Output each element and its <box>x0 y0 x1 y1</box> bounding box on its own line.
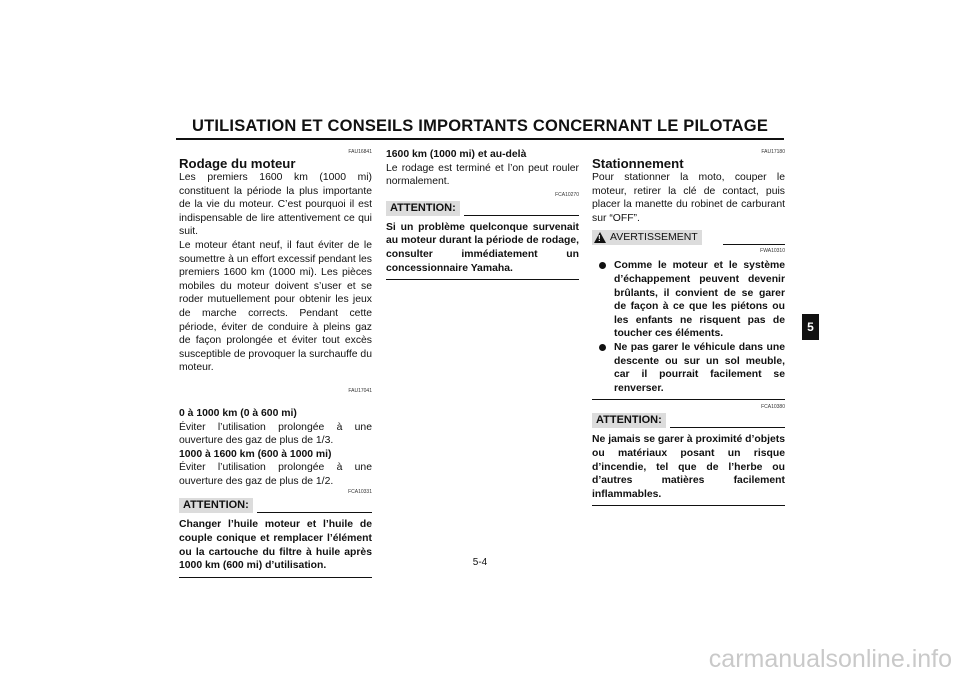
attention-label: ATTENTION: <box>592 413 666 428</box>
list-item: Comme le moteur et le système d’échappement peuvent devenir brûlants, il convient de se garer de façon à ce que les piétons ou les enfants ne risquent pas de toucher ces éléments. <box>592 259 785 341</box>
paragraph: Pour stationner la moto, couper le moteur, retirer la clé de contact, puis placer la manette du robinet de carburant sur “OFF”. <box>592 172 785 224</box>
subheading: 1000 à 1600 km (600 à 1000 mi) <box>179 448 332 460</box>
attention-header <box>592 413 785 430</box>
attention-label: ATTENTION: <box>179 498 253 513</box>
section-code: FAU17180 <box>761 149 785 155</box>
subheading: 0 à 1000 km (0 à 600 mi) <box>179 407 297 419</box>
section-heading: Rodage du moteur <box>179 156 296 171</box>
notice-code: FWA10310 <box>760 248 785 255</box>
warning-label-box <box>592 230 702 245</box>
chapter-tab: 5 <box>802 314 819 340</box>
warning-header <box>592 230 785 247</box>
warning-label: AVERTISSEMENT <box>610 231 698 244</box>
attention-bottom-rule <box>179 577 372 578</box>
warning-triangle-icon: ! <box>594 232 606 243</box>
paragraph: Les premiers 1600 km (1000 mi) constituent la période la plus importante de la vie du moteur. C’est pourquoi il est indispensable de lire attentivement ce qui suit. <box>179 172 372 238</box>
attention-text: Ne jamais se garer à proximité d’objets ou matériaux posant un risque d’incendie, tel que de l’herbe ou d’autres matières facilement inflammables. <box>592 434 785 500</box>
bullet-icon <box>599 262 606 269</box>
notice-code: FCA10380 <box>761 404 785 411</box>
attention-header <box>386 201 579 218</box>
warning-rule <box>723 244 785 245</box>
bullet-icon <box>599 344 606 351</box>
column-2 <box>386 148 579 280</box>
section-heading: Stationnement <box>592 156 684 171</box>
paragraph: Le rodage est terminé et l’on peut rouler normalement. <box>386 162 579 188</box>
paragraph: Le moteur étant neuf, il faut éviter de le soumettre à un effort excessif pendant les premiers 1600 km (1000 mi). Les pièces mobiles du moteur doivent s’user et se roder mutuellement pour obtenir les jeux de marche corrects. Pendant cette période, éviter de conduire à pleins gaz de façon prolongée et éviter tout excès susceptible de provoquer la surchauffe du moteur. <box>179 239 372 374</box>
notice-code: FCA10270 <box>555 191 579 198</box>
section-code: FAU16841 <box>348 149 372 155</box>
attention-bottom-rule <box>386 279 579 280</box>
attention-bottom-rule <box>592 505 785 506</box>
paragraph: Éviter l’utilisation prolongée à une ouverture des gaz de plus de 1/2. <box>179 462 372 487</box>
subheading: 1600 km (1000 mi) et au-delà <box>386 149 527 160</box>
page-number: 5-4 <box>472 557 488 568</box>
notice-code: FCA10331 <box>348 489 372 496</box>
attention-text: Si un problème quelconque survenait au moteur durant la période de rodage, consulter immédiatement un concessionnaire Yamaha. <box>386 221 579 274</box>
column-1 <box>179 148 372 578</box>
paragraph: Éviter l’utilisation prolongée à une ouverture des gaz de plus de 1/3. <box>179 421 372 447</box>
warning-bottom-rule <box>592 399 785 400</box>
attention-text: Changer l’huile moteur et l’huile de couple conique et remplacer l’élément ou la cartouche du filtre à huile après 1000 km (600 mi) d’utilisation. <box>179 519 372 572</box>
attention-rule <box>257 512 372 513</box>
attention-header <box>179 498 372 515</box>
page-header-title: UTILISATION ET CONSEILS IMPORTANTS CONCERNANT LE PILOTAGE <box>191 117 769 135</box>
attention-rule <box>464 215 579 216</box>
attention-label: ATTENTION: <box>386 201 460 216</box>
list-item: Ne pas garer le véhicule dans une descente ou sur un sol meuble, car il pourrait facilement se renverser. <box>592 341 785 395</box>
section-code: FAU17041 <box>348 387 372 394</box>
column-3 <box>592 148 785 506</box>
warning-list <box>592 259 785 395</box>
watermark-text: carmanualsonline.info <box>708 645 952 673</box>
attention-rule <box>670 427 785 428</box>
header-rule <box>176 138 784 140</box>
